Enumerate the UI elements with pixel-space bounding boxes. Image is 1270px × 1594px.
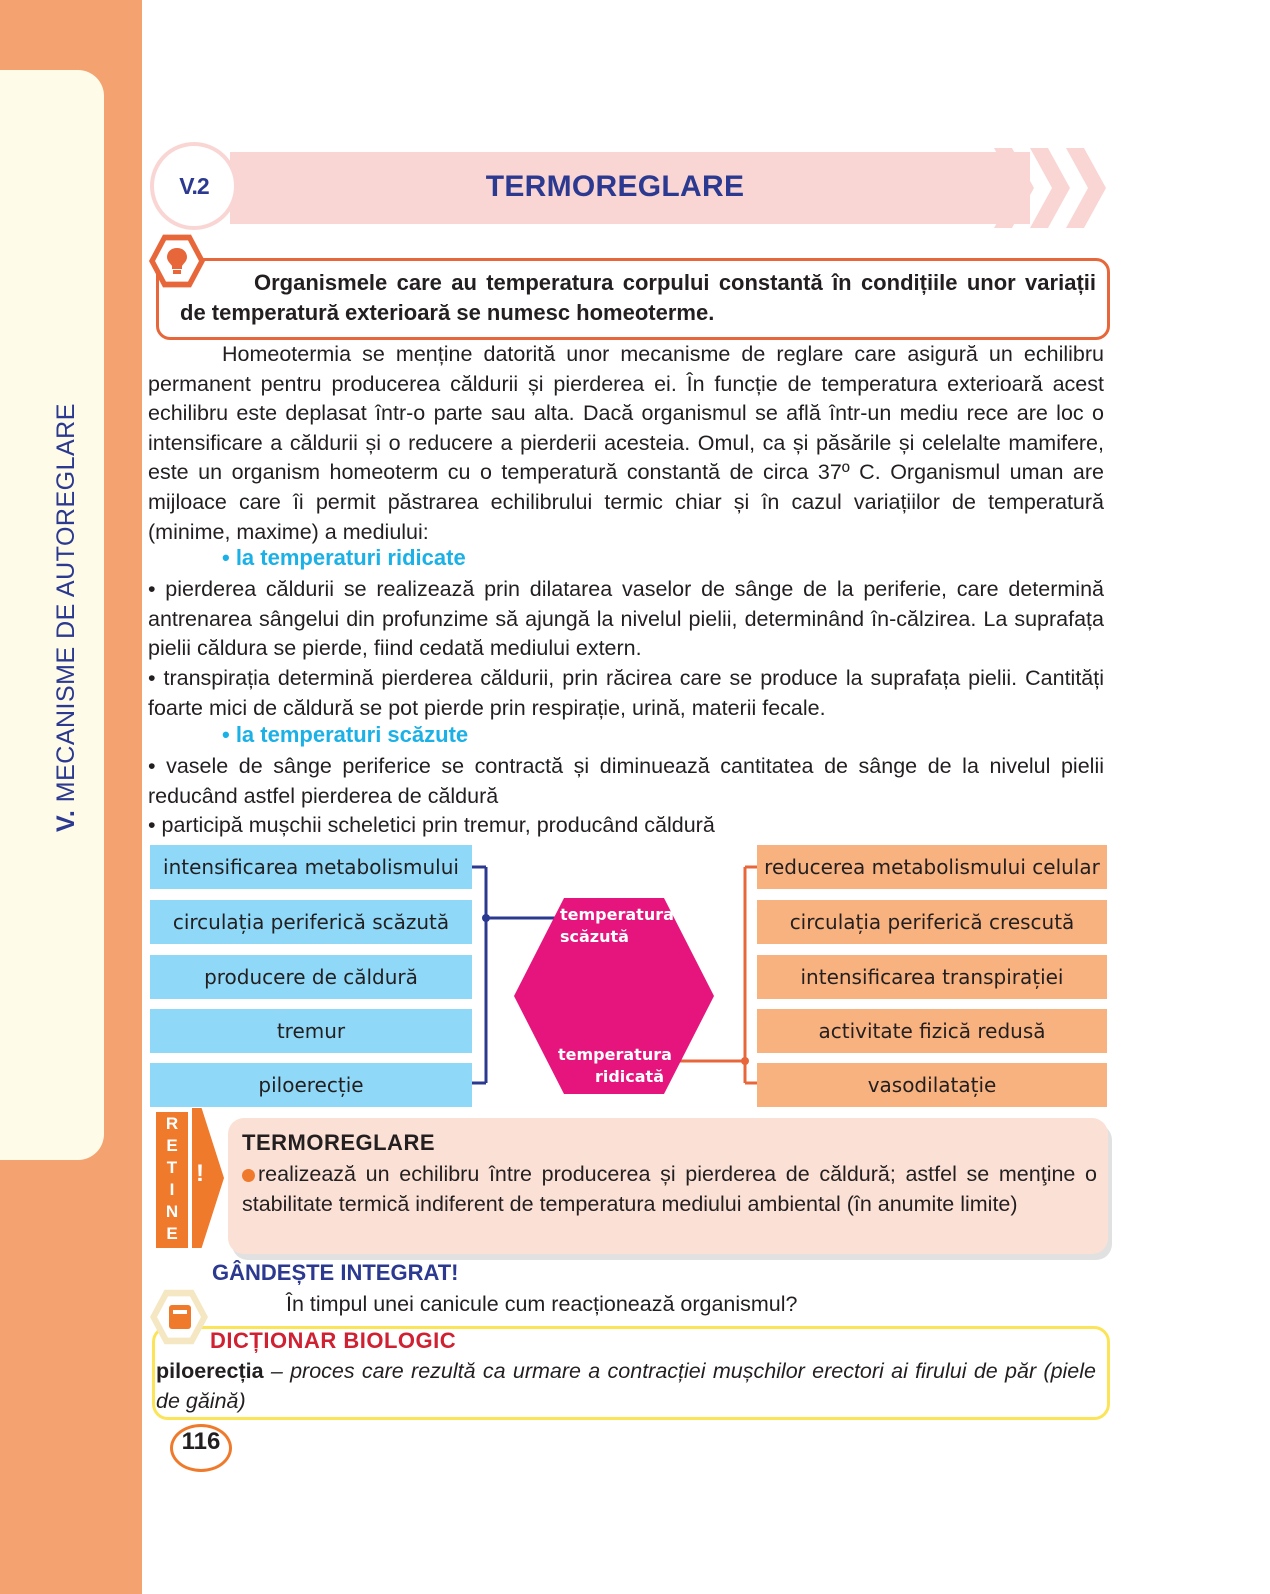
high-temperature-paragraph-2: • transpirația determină pierderea căldurii, prin răcirea care se produce la suprafața pielii. Cantități foarte mici de căldură se pot pierde prin respirație, urină, materii fecale. <box>148 666 1104 720</box>
low-temperature-label: temperatura scăzută <box>560 905 674 946</box>
integrat-question: În timpul unei canicule cum reacționează organismul? <box>286 1292 798 1316</box>
retine-title: TERMOREGLARE <box>242 1130 435 1155</box>
heading-low-temperature: • la temperaturi scăzute <box>222 722 469 747</box>
retine-letter: T <box>166 1158 178 1177</box>
section-number: V.2 <box>179 173 209 199</box>
integrat-title: GÂNDEȘTE INTEGRAT! <box>212 1260 459 1285</box>
page-title: TERMOREGLARE <box>485 170 745 203</box>
heat-response-box: activitate fizică redusă <box>757 1009 1107 1053</box>
dictionary-title: DICȚIONAR BIOLOGIC <box>210 1328 457 1353</box>
intro-paragraph: Homeotermia se menține datorită unor mecanisme de reglare care asigură un echilibru permanent pentru producerea căldurii și pierderea ei. În funcție de temperatura exterioară acest echilibru este deplasat într-o parte sau alta. Dacă organismul se află într-un mediu rece are loc o intensificare a căldurii și o reducere a pierderii acesteia. Omul, ca și păsările și celelalte mamifere, este un organism homeoterm cu o temperatură constantă de circa 37º C. Organismul uman are mijloace care îi permit păstrarea echilibrului termic chiar și în cazul variațiilor de temperatură (minime, maxime) a mediului: <box>148 342 1104 544</box>
retine-letter: N <box>165 1202 179 1221</box>
bullet-icon <box>242 1169 255 1182</box>
chapter-vertical-title: V. MECANISME DE AUTOREGLARE <box>52 403 80 832</box>
retine-letter: R <box>165 1114 179 1133</box>
definition-text: Organismele care au temperatura corpului constantă în condițiile unor variații de temperatură exterioară se numesc homeoterme. <box>180 270 1096 325</box>
heat-response-box: vasodilatație <box>757 1063 1107 1107</box>
retine-letter: E <box>166 1136 178 1155</box>
heat-response-box: intensificarea transpirației <box>757 955 1107 999</box>
cold-response-box: intensificarea metabolismului <box>150 845 472 889</box>
exclamation-icon: ! <box>196 1160 204 1187</box>
dictionary-entry: piloerecția – proces care rezultă ca urmare a contracției mușchilor erectori ai firului de păr (piele de găină) <box>156 1359 1096 1413</box>
low-temperature-paragraph-1: • vasele de sânge periferice se contractă și diminuează cantitatea de sânge de la nivelul pielii reducând astfel pierderea de căldură <box>148 754 1104 808</box>
heading-high-temperature: • la temperaturi ridicate <box>222 545 466 570</box>
page-number: 116 <box>181 1428 221 1455</box>
retine-letter: E <box>166 1224 178 1243</box>
high-temperature-paragraph-1: • pierderea căldurii se realizează prin dilatarea vaselor de sânge de la periferie, care determină antrenarea sângelui din profunzime să ajungă la nivelul pielii, determinând în-călzirea. La suprafața pielii căldura se pierde, fiind cedată mediului extern. <box>148 577 1104 661</box>
cold-response-box: tremur <box>150 1009 472 1053</box>
cold-response-box: circulația periferică scăzută <box>150 900 472 944</box>
high-temperature-label: temperatura ridicată <box>558 1045 672 1086</box>
retine-letter: I <box>169 1180 175 1199</box>
heat-response-box: reducerea metabolismului celular <box>757 845 1107 889</box>
cold-response-box: producere de căldură <box>150 955 472 999</box>
cold-response-box: piloerecție <box>150 1063 472 1107</box>
low-temperature-paragraph-2: • participă mușchii scheletici prin tremur, producând căldură <box>148 813 715 837</box>
retine-text: realizează un echilibru între producerea și pierderea de căldură; astfel se menţine o stabilitate termică indiferent de temperatura mediului ambiental (în anumite limite) <box>242 1162 1097 1216</box>
heat-response-box: circulația periferică crescută <box>757 900 1107 944</box>
